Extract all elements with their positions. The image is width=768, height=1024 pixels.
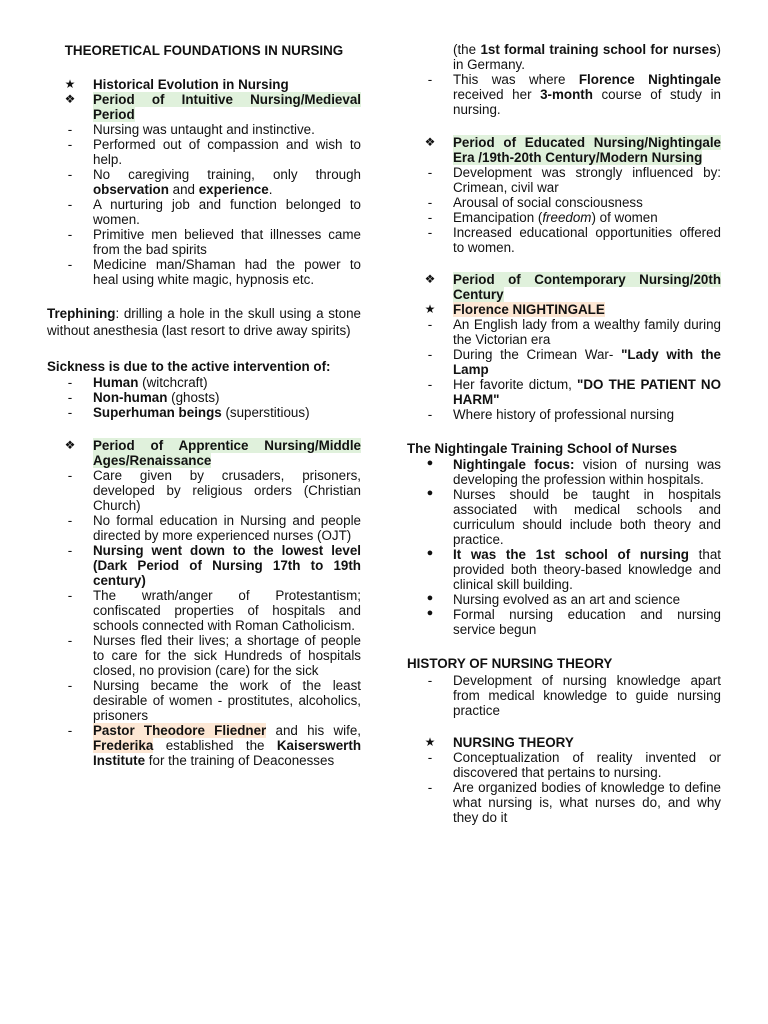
list-item: ● Nurses should be taught in hospitals associated with medical schools and curriculum should include both theory and practice. bbox=[407, 487, 721, 547]
dash-bullet: - bbox=[67, 722, 73, 738]
list-item: - Nursing became the work of the least desirable of women - prostitutes, alcoholics, prisoners bbox=[47, 678, 361, 723]
educated-heading: ❖ Period of Educated Nursing/Nightingale Era /19th-20th Century/Modern Nursing bbox=[407, 135, 721, 165]
star-icon: ★ bbox=[424, 735, 436, 750]
list-item: - Development was strongly influenced by: Crimean, civil war bbox=[407, 165, 721, 195]
list-item: - Human (witchcraft) bbox=[47, 375, 361, 390]
historical-heading: ★ Historical Evolution in Nursing bbox=[47, 77, 361, 92]
florence-heading: ★ Florence NIGHTINGALE bbox=[407, 302, 721, 317]
list-item: - Pastor Theodore Fliedner and his wife, Frederika established the Kaiserswerth Institute for the training of Deaconesses bbox=[47, 723, 361, 768]
dash-bullet: - bbox=[427, 72, 433, 87]
dash-bullet: - bbox=[67, 405, 73, 421]
dash-bullet: - bbox=[67, 122, 73, 138]
dash-bullet: - bbox=[67, 512, 73, 528]
list-item: - Nursing went down to the lowest level (Dark Period of Nursing 17th to 19th century) bbox=[47, 543, 361, 588]
list-item: - Medicine man/Shaman had the power to heal using white magic, hypnosis etc. bbox=[47, 257, 361, 287]
list-item: - This was where Florence Nightingale received her 3-month course of study in nursing. bbox=[407, 72, 721, 117]
dot-bullet: ● bbox=[426, 592, 434, 605]
diamond-icon: ❖ bbox=[64, 92, 76, 107]
diamond-icon: ❖ bbox=[424, 134, 436, 149]
dash-bullet: - bbox=[427, 164, 433, 180]
trephining-paragraph: Trephining: drilling a hole in the skull using a stone without anesthesia (last resort to drive away spirits) bbox=[47, 305, 361, 339]
right-column bbox=[407, 42, 721, 825]
list-item: - A nurturing job and function belonged to women. bbox=[47, 197, 361, 227]
list-item: - Primitive men believed that illnesses came from the bad spirits bbox=[47, 227, 361, 257]
dash-bullet: - bbox=[427, 347, 433, 363]
dash-bullet: - bbox=[67, 677, 73, 693]
dash-bullet: - bbox=[67, 467, 73, 483]
dash-bullet: - bbox=[427, 780, 433, 796]
star-icon: ★ bbox=[424, 302, 436, 317]
list-item: - Care given by crusaders, prisoners, developed by religious orders (Christian Church) bbox=[47, 468, 361, 513]
dash-bullet: - bbox=[67, 167, 73, 183]
list-item: - Her favorite dictum, "DO THE PATIENT NO HARM" bbox=[407, 377, 721, 407]
list-item: ● It was the 1st school of nursing that provided both theory-based knowledge and clinical skill building. bbox=[407, 547, 721, 592]
dash-bullet: - bbox=[67, 137, 73, 153]
list-item: - Non-human (ghosts) bbox=[47, 390, 361, 405]
dash-bullet: - bbox=[427, 209, 433, 225]
dash-bullet: - bbox=[67, 375, 73, 391]
list-item: - Emancipation (freedom) of women bbox=[407, 210, 721, 225]
dot-bullet: ● bbox=[426, 607, 434, 620]
dash-bullet: - bbox=[427, 377, 433, 393]
history-heading: HISTORY OF NURSING THEORY bbox=[407, 655, 613, 671]
dash-bullet: - bbox=[67, 227, 73, 243]
list-item: - Are organized bodies of knowledge to define what nursing is, what nurses do, and why they do it bbox=[407, 780, 721, 825]
list-item: - Nursing was untaught and instinctive. bbox=[47, 122, 361, 137]
dash-bullet: - bbox=[67, 632, 73, 648]
list-item: - Arousal of social consciousness bbox=[407, 195, 721, 210]
list-item: - Nurses fled their lives; a shortage of people to care for the sick Hundreds of hospitals closed, no provision (care) for the sick bbox=[47, 633, 361, 678]
diamond-icon: ❖ bbox=[424, 272, 436, 287]
list-item: ● Nursing evolved as an art and science bbox=[407, 592, 721, 607]
dash-bullet: - bbox=[67, 197, 73, 213]
list-item-continuation: (the 1st formal training school for nurses) in Germany. bbox=[453, 42, 721, 72]
dash-bullet: - bbox=[67, 587, 73, 603]
list-item: - Conceptualization of reality invented or discovered that pertains to nursing. bbox=[407, 750, 721, 780]
intuitive-heading: ❖ Period of Intuitive Nursing/Medieval Period bbox=[47, 92, 361, 122]
apprentice-heading: ❖ Period of Apprentice Nursing/Middle Ages/Renaissance bbox=[47, 438, 361, 468]
left-column bbox=[47, 42, 361, 768]
diamond-icon: ❖ bbox=[64, 437, 76, 452]
list-item: ● Formal nursing education and nursing service begun bbox=[407, 607, 721, 637]
dash-bullet: - bbox=[427, 407, 433, 423]
list-item: - During the Crimean War- "Lady with the Lamp bbox=[407, 347, 721, 377]
list-item: - Performed out of compassion and wish to help. bbox=[47, 137, 361, 167]
dash-bullet: - bbox=[427, 194, 433, 210]
dot-bullet: ● bbox=[426, 487, 434, 500]
dot-bullet: ● bbox=[426, 547, 434, 560]
list-item: - The wrath/anger of Protestantism; confiscated properties of hospitals and schools connected with Roman Catholicism. bbox=[47, 588, 361, 633]
theory-heading: ★ NURSING THEORY bbox=[407, 735, 721, 750]
list-item: - Development of nursing knowledge apart from medical knowledge to guide nursing practice bbox=[407, 673, 721, 718]
star-icon: ★ bbox=[64, 77, 76, 92]
dash-bullet: - bbox=[427, 224, 433, 240]
document-title: THEORETICAL FOUNDATIONS IN NURSING bbox=[64, 43, 344, 58]
dash-bullet: - bbox=[67, 390, 73, 406]
list-item: ● Nightingale focus: vision of nursing was developing the profession within hospitals. bbox=[407, 457, 721, 487]
dash-bullet: - bbox=[67, 257, 73, 273]
list-item: - Superhuman beings (superstitious) bbox=[47, 405, 361, 420]
sickness-heading: Sickness is due to the active intervention of: bbox=[47, 358, 331, 374]
dash-bullet: - bbox=[427, 317, 433, 333]
list-item: - Where history of professional nursing bbox=[407, 407, 721, 422]
dash-bullet: - bbox=[67, 542, 73, 558]
list-item: - No formal education in Nursing and people directed by more experienced nurses (OJT) bbox=[47, 513, 361, 543]
dot-bullet: ● bbox=[426, 457, 434, 470]
contemporary-heading: ❖ Period of Contemporary Nursing/20th Century bbox=[407, 272, 721, 302]
dash-bullet: - bbox=[427, 750, 433, 766]
school-heading: The Nightingale Training School of Nurses bbox=[407, 440, 678, 456]
list-item: - Increased educational opportunities offered to women. bbox=[407, 225, 721, 255]
dash-bullet: - bbox=[427, 672, 433, 688]
list-item: - An English lady from a wealthy family during the Victorian era bbox=[407, 317, 721, 347]
list-item: - No caregiving training, only through observation and experience. bbox=[47, 167, 361, 197]
